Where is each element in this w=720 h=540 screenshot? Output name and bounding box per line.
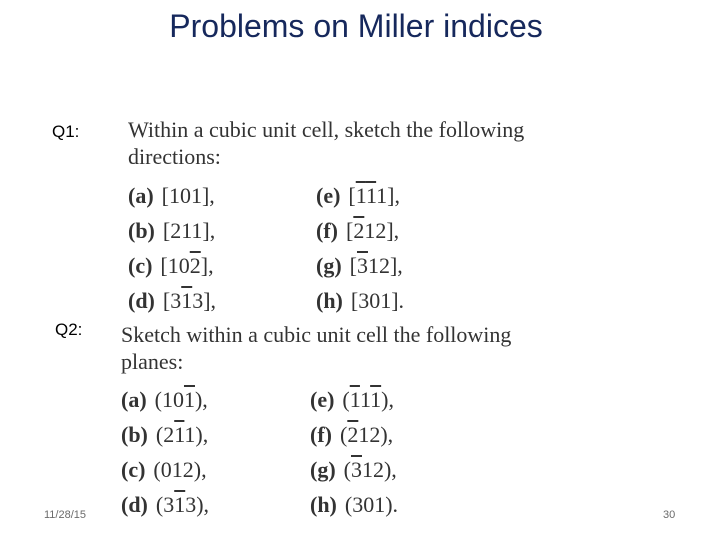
index-text: ]. xyxy=(391,288,405,313)
index-text: 1 xyxy=(376,183,388,208)
index-text: ( xyxy=(344,492,353,517)
index-text: 301 xyxy=(352,492,386,517)
q1-item-tag: (d) xyxy=(128,288,155,313)
overbar-digit: 1 xyxy=(355,183,366,208)
q2-item-value xyxy=(345,492,398,517)
overbar-digit: 1 xyxy=(370,387,382,412)
q1-item-g xyxy=(316,253,403,279)
index-text: 12 xyxy=(358,422,381,447)
index-text: 1 xyxy=(184,422,196,447)
index-text: ). xyxy=(385,492,399,517)
index-text: ( xyxy=(339,422,348,447)
index-text: ( xyxy=(342,387,350,412)
footer-page-number: 30 xyxy=(663,509,676,521)
q2-item-d xyxy=(121,492,209,518)
q2-item-tag: (f) xyxy=(310,422,332,447)
q1-item-value xyxy=(162,183,215,208)
index-text: 3 xyxy=(163,492,175,517)
q1-item-tag: (a) xyxy=(128,183,154,208)
q2-item-tag: (g) xyxy=(310,457,336,482)
index-text: 12 xyxy=(364,218,387,243)
q1-item-tag: (b) xyxy=(128,218,155,243)
q1-item-value xyxy=(163,288,216,313)
overbar-digit: 2 xyxy=(347,422,359,447)
index-text: 3 xyxy=(192,288,204,313)
q2-intro-line2: planes: xyxy=(121,349,184,374)
q1-item-h xyxy=(316,288,404,314)
q2-intro xyxy=(121,321,511,375)
q1-item-d xyxy=(128,288,216,314)
index-text: [ xyxy=(161,183,169,208)
q2-item-value xyxy=(155,387,208,412)
q2-item-tag: (h) xyxy=(310,492,337,517)
q1-item-tag: (f) xyxy=(316,218,338,243)
index-text: ( xyxy=(343,457,351,482)
q1-item-f xyxy=(316,218,399,244)
q2-item-g xyxy=(310,457,397,483)
q2-item-value xyxy=(344,457,397,482)
index-text: ), xyxy=(193,457,207,482)
q2-item-tag: (c) xyxy=(121,457,146,482)
q1-item-tag: (g) xyxy=(316,253,342,278)
overbar-digit: 1 xyxy=(183,387,195,412)
index-text: 10 xyxy=(167,253,190,278)
q1-item-value xyxy=(160,253,213,278)
q1-item-c xyxy=(128,253,214,279)
index-text: ], xyxy=(389,253,403,278)
index-text: [ xyxy=(349,253,357,278)
index-text: ), xyxy=(383,457,397,482)
q1-label: Q1: xyxy=(52,122,80,141)
overbar-digit: 3 xyxy=(356,253,368,278)
q2-item-f xyxy=(310,422,393,448)
overbar-digit: 1 xyxy=(365,183,377,208)
overbar-digit: 1 xyxy=(174,492,186,517)
q1-item-tag: (e) xyxy=(316,183,341,208)
q2-item-e xyxy=(310,387,394,413)
index-text: 12 xyxy=(367,253,390,278)
index-text: 301 xyxy=(358,288,392,313)
q2-item-value xyxy=(342,387,394,412)
index-text: ], xyxy=(386,218,400,243)
index-text: ], xyxy=(202,218,216,243)
index-text: ), xyxy=(196,492,210,517)
index-text: ], xyxy=(387,183,400,208)
q1-item-value xyxy=(350,253,403,278)
index-text: ], xyxy=(203,288,217,313)
q1-item-a xyxy=(128,183,215,209)
q1-item-e xyxy=(316,183,400,209)
q1-item-value xyxy=(351,288,404,313)
index-text: [ xyxy=(348,183,356,208)
index-text: [ xyxy=(350,288,359,313)
index-text: [ xyxy=(160,253,168,278)
q1-intro-line1: Within a cubic unit cell, sketch the following xyxy=(128,117,525,142)
index-text: ( xyxy=(155,492,164,517)
q2-item-h xyxy=(310,492,398,518)
index-text: ( xyxy=(154,387,162,412)
index-text: 3 xyxy=(170,288,182,313)
index-text: ), xyxy=(195,422,209,447)
overbar-digit: 1 xyxy=(174,422,185,447)
q2-item-tag: (b) xyxy=(121,422,148,447)
slide-title: Problems on Miller indices xyxy=(169,8,543,44)
q2-item-tag: (e) xyxy=(310,387,335,412)
q2-item-value xyxy=(340,422,393,447)
index-text: 1 xyxy=(359,387,371,412)
q1-intro-line2: directions: xyxy=(128,144,221,169)
q2-label: Q2: xyxy=(55,320,83,339)
q2-item-value xyxy=(153,457,206,482)
index-text: 12 xyxy=(361,457,384,482)
q1-intro xyxy=(128,116,524,170)
index-text: 101 xyxy=(168,183,202,208)
q1-item-tag: (h) xyxy=(316,288,343,313)
index-text: 211 xyxy=(170,218,203,243)
index-text: 3 xyxy=(185,492,197,517)
q1-item-value xyxy=(346,218,399,243)
overbar-digit: 1 xyxy=(349,387,360,412)
index-text: ], xyxy=(200,253,214,278)
q2-intro-line1: Sketch within a cubic unit cell the following xyxy=(121,322,512,347)
q2-item-tag: (a) xyxy=(121,387,147,412)
index-text: ], xyxy=(201,183,215,208)
q2-item-value xyxy=(156,422,208,447)
index-text: [ xyxy=(345,218,354,243)
q2-item-tag: (d) xyxy=(121,492,148,517)
q2-item-a xyxy=(121,387,208,413)
index-text: 012 xyxy=(160,457,194,482)
index-text: ), xyxy=(380,422,394,447)
overbar-digit: 2 xyxy=(189,253,201,278)
index-text: [ xyxy=(162,218,171,243)
q2-item-c xyxy=(121,457,207,483)
overbar-digit: 2 xyxy=(353,218,365,243)
index-text: ), xyxy=(194,387,208,412)
overbar-digit: 1 xyxy=(181,288,193,313)
index-text: ( xyxy=(153,457,161,482)
q1-item-value xyxy=(163,218,215,243)
overbar-digit: 3 xyxy=(350,457,362,482)
index-text: ( xyxy=(155,422,164,447)
index-text: [ xyxy=(162,288,171,313)
q2-item-b xyxy=(121,422,208,448)
q1-item-b xyxy=(128,218,215,244)
q1-item-tag: (c) xyxy=(128,253,153,278)
q1-item-value xyxy=(348,183,400,208)
q2-item-value xyxy=(156,492,209,517)
index-text: ), xyxy=(381,387,394,412)
footer-date: 11/28/15 xyxy=(44,509,87,521)
index-text: 10 xyxy=(161,387,184,412)
index-text: 2 xyxy=(163,422,175,447)
